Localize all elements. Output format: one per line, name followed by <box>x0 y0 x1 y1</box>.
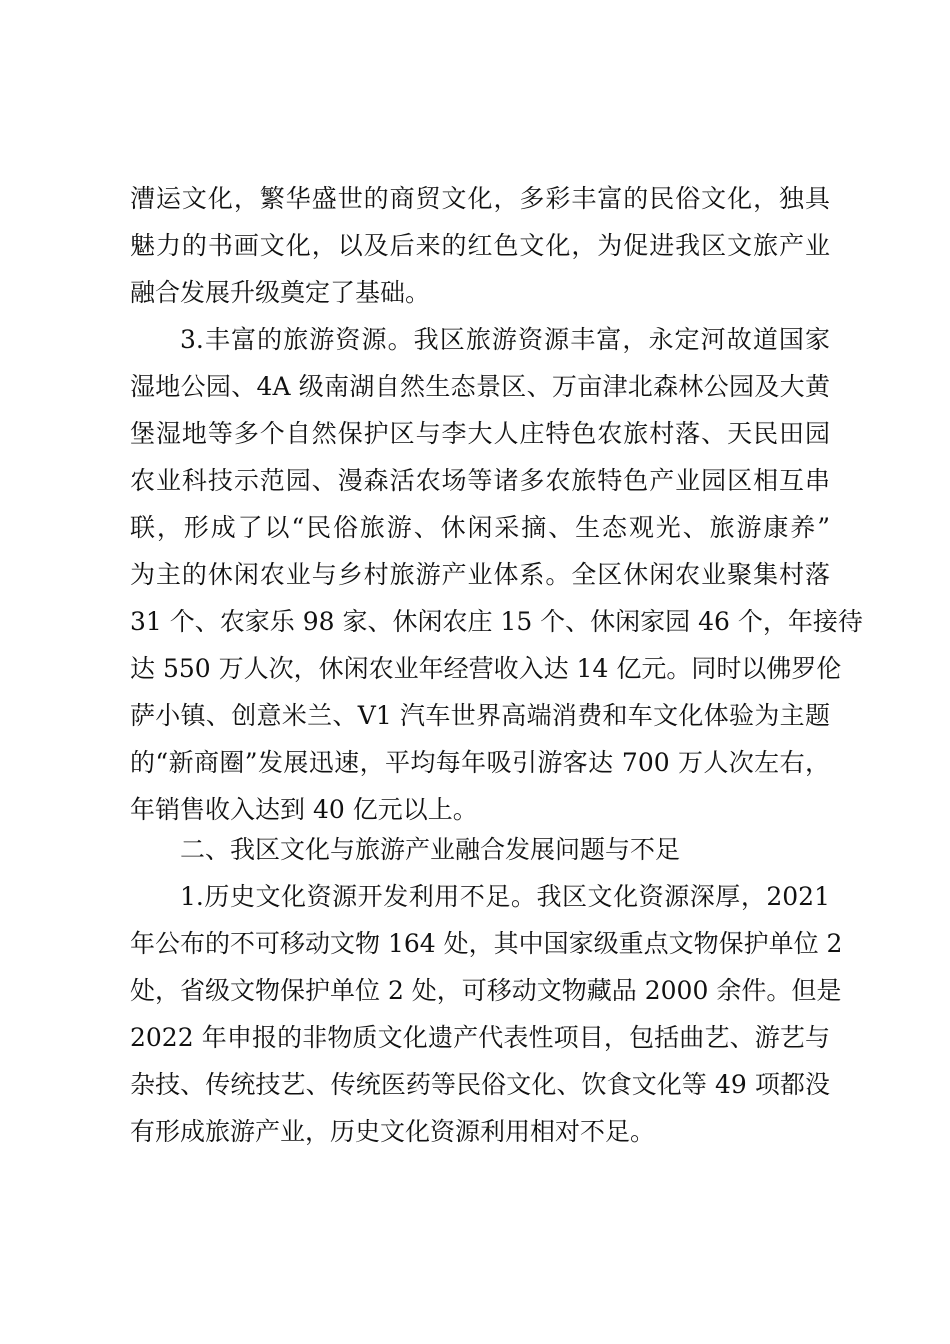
paragraph-3-line-2: 年公布的不可移动文物 164 处，其中国家级重点文物保护单位 2 <box>130 929 843 958</box>
paragraph-3-line-5: 杂技、传统技艺、传统医药等民俗文化、饮食文化等 49 项都没 <box>130 1070 830 1099</box>
paragraph-1-line-2: 魅力的书画文化，以及后来的红色文化，为促进我区文旅产业 <box>130 231 830 260</box>
paragraph-1-line-1: 漕运文化，繁华盛世的商贸文化，多彩丰富的民俗文化，独具 <box>130 184 830 213</box>
paragraph-2-line-4: 农业科技示范园、漫森活农场等诸多农旅特色产业园区相互串 <box>130 466 830 495</box>
paragraph-2-line-6: 为主的休闲农业与乡村旅游产业体系。全区休闲农业聚集村落 <box>130 560 830 589</box>
paragraph-2-line-7: 31 个、农家乐 98 家、休闲农庄 15 个、休闲家园 46 个，年接待 <box>130 607 863 636</box>
paragraph-3-line-6: 有形成旅游产业，历史文化资源利用相对不足。 <box>130 1117 656 1146</box>
paragraph-1-line-3: 融合发展升级奠定了基础。 <box>130 278 431 307</box>
section-heading: 二、我区文化与旅游产业融合发展问题与不足 <box>180 835 681 864</box>
paragraph-2-line-8: 达 550 万人次，休闲农业年经营收入达 14 亿元。同时以佛罗伦 <box>130 654 842 683</box>
paragraph-2-line-10: 的“新商圈”发展迅速，平均每年吸引游客达 700 万人次左右， <box>130 748 830 777</box>
paragraph-3-line-3: 处，省级文物保护单位 2 处，可移动文物藏品 2000 余件。但是 <box>130 976 842 1005</box>
paragraph-2-line-9: 萨小镇、创意米兰、V1 汽车世界高端消费和车文化体验为主题 <box>130 701 830 730</box>
paragraph-2-line-11: 年销售收入达到 40 亿元以上。 <box>130 795 478 824</box>
paragraph-2-line-3: 堡湿地等多个自然保护区与李大人庄特色农旅村落、天民田园 <box>130 419 830 448</box>
paragraph-2-line-1: 3.丰富的旅游资源。我区旅游资源丰富，永定河故道国家 <box>180 325 830 354</box>
paragraph-2-line-5: 联，形成了以“民俗旅游、休闲采摘、生态观光、旅游康养” <box>130 513 830 542</box>
paragraph-3-line-4: 2022 年申报的非物质文化遗产代表性项目，包括曲艺、游艺与 <box>130 1023 830 1052</box>
paragraph-3-line-1: 1.历史文化资源开发利用不足。我区文化资源深厚，2021 <box>180 882 830 911</box>
paragraph-2-line-2: 湿地公园、4A 级南湖自然生态景区、万亩津北森林公园及大黄 <box>130 372 830 401</box>
